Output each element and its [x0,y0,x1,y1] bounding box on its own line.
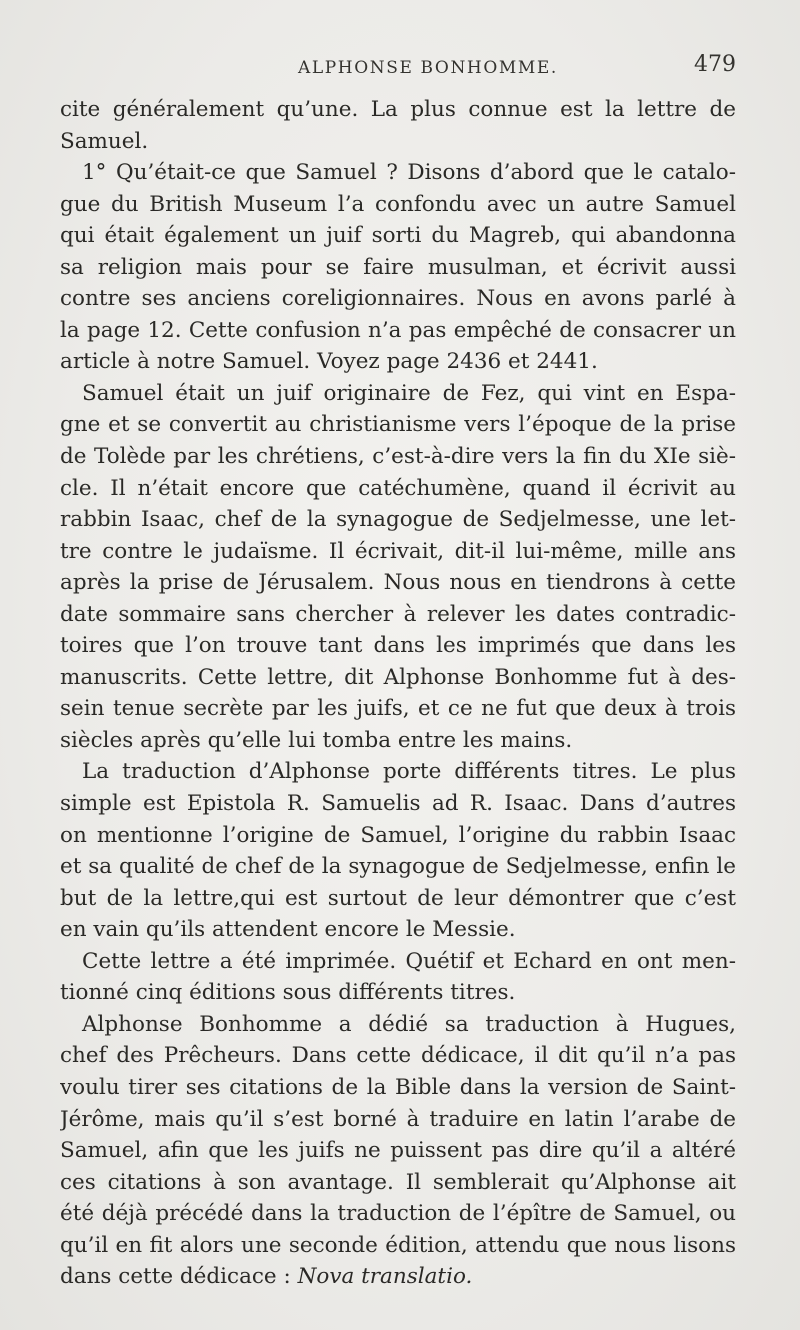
running-head [60,52,736,86]
text-line: cite généralement qu’une. La plus connue est la lettre de [60,97,736,122]
text-line: qui était également un juif sorti du Magreb, qui abandonna [60,223,736,249]
text-line: gue du British Museum l’a confondu avec un autre Samuel [60,191,736,217]
text-line: tre contre le judaïsme. Il écrivait, dit-il lui-même, mille ans [60,538,736,564]
paragraph [60,756,736,945]
text-line: Jérôme, mais qu’il s’est borné à traduire en latin l’arabe de [60,1106,736,1132]
paragraph [60,157,736,378]
paragraph [60,1009,736,1293]
text-line: ces citations à son avantage. Il semblerait qu’Alphonse ait [60,1169,736,1195]
text-line: sa religion mais pour se faire musulman, et écrivit aussi [60,254,736,280]
running-title: ALPHONSE BONHOMME. [298,58,558,78]
text-line: but de la lettre,qui est surtout de leur démontrer que c’est [60,885,736,911]
text-line: rabbin Isaac, chef de la synagogue de Sedjelmesse, une let- [60,507,736,533]
paragraph [60,378,736,757]
text-line [60,1261,736,1293]
text-line: sein tenue secrète par les juifs, et ce ne fut que deux à trois [60,696,736,722]
text-line: contre ses anciens coreligionnaires. Nous en avons parlé à [60,286,736,312]
page-number: 479 [694,52,736,77]
text-line: simple est Epistola R. Samuelis ad R. Isaac. Dans d’autres [60,791,736,817]
italic-title: Nova translatio. [297,1264,473,1290]
text-line: qu’il en fit alors une seconde édition, attendu que nous lisons [60,1232,736,1258]
text-line: date sommaire sans chercher à relever les dates contradic- [60,601,736,627]
text-segment: dans cette dédicace : [60,1264,298,1290]
text-line: de Tolède par les chrétiens, c’est-à-dire vers la fin du XIe siè- [60,444,736,470]
text-line: voulu tirer ses citations de la Bible dans la version de Saint- [60,1074,736,1100]
text-line: 1° Qu’était-ce que Samuel ? Disons d’abord que le catalo- [82,160,736,186]
text-line: Samuel, afin que les juifs ne puissent pas dire qu’il a altéré [60,1138,736,1164]
paragraph [60,94,736,157]
paragraph [60,946,736,1009]
text-line: chef des Prêcheurs. Dans cette dédicace, il dit qu’il n’a pas [60,1043,736,1069]
text-line: gne et se convertit au christianisme vers l’époque de la prise [60,412,736,438]
text-line: tionné cinq éditions sous différents titres. [60,980,516,1006]
text-line: été déjà précédé dans la traduction de l’épître de Samuel, ou [60,1201,736,1227]
text-line: on mentionne l’origine de Samuel, l’origine du rabbin Isaac [60,822,736,848]
text-line: La traduction d’Alphonse porte différents titres. Le plus [82,759,736,785]
body-text [60,94,736,1293]
text-line: et sa qualité de chef de la synagogue de Sedjelmesse, enfin le [60,854,736,880]
text-line: cle. Il n’était encore que catéchumène, quand il écrivit au [60,475,736,501]
text-line: la page 12. Cette confusion n’a pas empêché de consacrer un [60,317,736,343]
text-line: Samuel était un juif originaire de Fez, qui vint en Espa- [82,380,736,406]
text-line: Cette lettre a été imprimée. Quétif et Echard en ont men- [82,948,736,974]
text-line: Alphonse Bonhomme a dédié sa traduction à Hugues, [82,1011,736,1037]
text-line: article à notre Samuel. Voyez page 2436 et 2441. [60,349,598,375]
text-line: siècles après qu’elle lui tomba entre les mains. [60,727,573,753]
text-line: Samuel. [60,128,149,154]
text-line: après la prise de Jérusalem. Nous nous en tiendrons à cette [60,570,736,596]
text-line: toires que l’on trouve tant dans les imprimés que dans les [60,633,736,659]
text-line: manuscrits. Cette lettre, dit Alphonse Bonhomme fut à des- [60,664,736,690]
text-line: en vain qu’ils attendent encore le Messie. [60,917,516,943]
